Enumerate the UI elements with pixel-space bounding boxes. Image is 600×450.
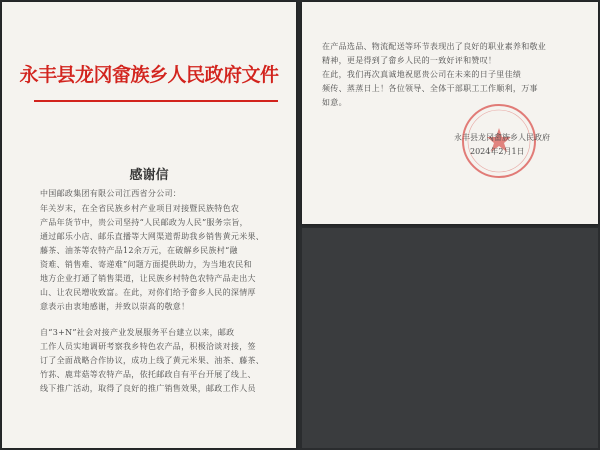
header-red-rule — [34, 100, 278, 102]
text-line: 订了全面战略合作协议，成功上线了黄元米果、油茶、藤茶、 — [40, 356, 265, 365]
signature-date: 2024年2月1日 — [470, 147, 525, 156]
text-line: 频传、蒸蒸日上！各位领导、全体干部职工工作顺利，万事 — [322, 84, 538, 93]
text-line: 年关岁末，在全省民族乡村产业项目对接暨民族特色农 — [40, 204, 240, 213]
text-line: 竹荪、鹿茸菇等农特产品，依托邮政自有平台开展了线上、 — [40, 370, 256, 379]
paragraph-1 — [40, 202, 284, 314]
letter-title: 感谢信 — [129, 168, 169, 183]
text-line: 如意。 — [322, 98, 347, 107]
document-header-title: 永丰县龙冈畲族乡人民政府文件 — [19, 64, 279, 86]
text-line: 线下推广活动，取得了良好的推广销售效果，邮政工作人员 — [40, 384, 256, 393]
text-line: 在此，我们再次真诚地祝愿贵公司在未来的日子里佳绩 — [322, 70, 522, 79]
text-line: 藤茶、油茶等农特产品12余万元，在破解乡民族村“融 — [40, 246, 238, 255]
text-line: 通过邮乐小店、邮乐直播等大网渠道帮助我乡销售黄元米果、 — [40, 232, 265, 241]
text-line: 在产品选品、物流配送等环节表现出了良好的职业素养和敬业 — [322, 42, 547, 51]
letter-page-1 — [2, 2, 296, 448]
paragraph-3 — [322, 40, 572, 68]
salutation: 中国邮政集团有限公司江西省分公司： — [40, 189, 182, 198]
text-line: 自“3+N”社会对接产业发展服务平台建立以来，邮政 — [40, 328, 235, 337]
background-area — [302, 228, 598, 448]
text-line: 地方企业打通了销售渠道，让民族乡村特色农特产品走出大 — [40, 274, 256, 283]
text-line: 资难、销售难、寄递难”问题方面提供助力，为当地农民和 — [40, 260, 252, 269]
text-line: 山、让农民增收致富。在此，对你们给予畲乡人民的深情厚 — [40, 288, 256, 297]
text-line: 精神，更是得到了畲乡人民的一致好评和赞叹！ — [322, 56, 497, 65]
text-line: 意表示由衷地感谢，并致以崇高的敬意！ — [40, 302, 190, 311]
signature-organization: 永丰县龙冈畲族乡人民政府 — [454, 133, 550, 142]
letter-page-2 — [302, 2, 598, 224]
paragraph-2 — [40, 326, 284, 396]
text-line: 工作人员实地调研考察我乡特色农产品，积极洽谈对接，签 — [40, 342, 256, 351]
text-line: 产品年货节中，贵公司坚持“人民邮政为人民”服务宗旨， — [40, 218, 248, 227]
